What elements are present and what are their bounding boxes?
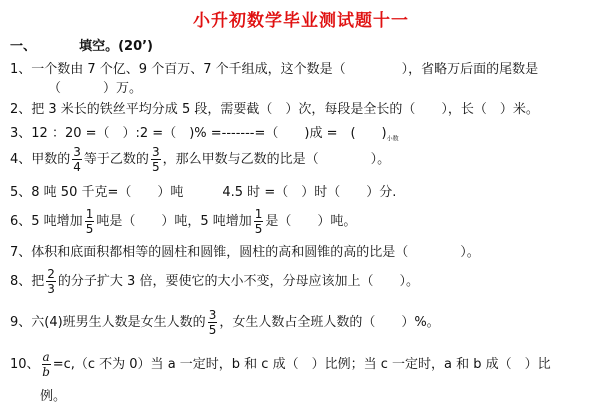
q10-fraction <box>42 351 51 378</box>
question-4 <box>10 145 390 175</box>
q6-f1-numerator: 1 <box>85 207 94 221</box>
q9-text-b: ，女生人数占全班人数的（ ）%。 <box>219 315 440 330</box>
q8-text-a: 8、把 <box>10 274 45 289</box>
page-title: 小升初数学毕业测试题十一 <box>193 11 409 31</box>
q4-text-a: 4、甲数的 <box>10 152 71 167</box>
question-8 <box>10 267 419 297</box>
q4-f2-numerator: 3 <box>151 145 160 159</box>
section-label: 填空。(20’) <box>79 39 153 54</box>
question-6 <box>10 207 356 237</box>
q10-text-b: =c,（c 不为 0）当 a 一定时，b 和 c 成（ ）比例；当 c 一定时，a 和 b 成（ ）比 <box>52 357 551 372</box>
q6-fraction-1 <box>85 208 95 235</box>
q1-text-c: （ <box>48 81 62 96</box>
question-10-cont: 例。 <box>40 389 67 404</box>
q4-text-c: ，那么甲数与乙数的比是（ ）。 <box>162 152 391 167</box>
q6-f2-denominator: 5 <box>254 222 263 236</box>
q6-fraction-2 <box>254 208 264 235</box>
q1-text-d: ）万。 <box>103 81 143 96</box>
q9-numerator: 3 <box>208 308 217 322</box>
section-heading <box>10 38 153 56</box>
question-1-cont <box>48 80 142 98</box>
q8-denominator: 3 <box>47 282 55 296</box>
q10-text-a: 10、 <box>10 357 40 372</box>
q4-fraction-1 <box>72 146 82 173</box>
q4-text-b: 等于乙数的 <box>83 152 149 167</box>
q9-denominator: 5 <box>208 323 217 337</box>
question-7: 7、体积和底面积都相等的圆柱和圆锥，圆柱的高和圆锥的高的比是（ ）。 <box>10 245 480 260</box>
q4-f2-denominator: 5 <box>151 160 160 174</box>
q6-text-a: 6、5 吨增加 <box>10 214 83 229</box>
question-1 <box>10 61 538 79</box>
question-10 <box>10 350 551 380</box>
q8-text-b: 的分子扩大 3 倍，要使它的大小不变，分母应该加上（ ）。 <box>57 274 419 289</box>
question-2: 2、把 3 米长的铁丝平均分成 5 段，需要截（ ）次，每段是全长的（ ），长（ ）米。 <box>10 102 539 117</box>
q4-fraction-2 <box>151 146 161 173</box>
q4-f1-denominator: 4 <box>73 160 81 174</box>
q1-text-a: 1、一个数由 7 个亿、9 个百万、7 个千组成，这个数是（ <box>10 62 346 77</box>
q8-numerator: 2 <box>47 267 55 281</box>
q10-denominator: b <box>42 365 50 379</box>
q9-text-a: 9、六(4)班男生人数是女生人数的 <box>10 315 206 330</box>
q10-numerator: a <box>42 350 50 364</box>
q6-text-c: 是（ ）吨。 <box>265 214 357 229</box>
question-5: 5、8 吨 50 千克=（ ）吨 4.5 时 =（ ）时（ ）分. <box>10 185 397 200</box>
q9-fraction <box>208 309 218 336</box>
q3-note: 小数 <box>386 135 399 143</box>
q4-f1-numerator: 3 <box>73 145 81 159</box>
q1-text-b: ），省略万后面的尾数是 <box>401 62 539 77</box>
question-9 <box>10 308 440 338</box>
section-number: 一、 <box>10 39 37 54</box>
q8-fraction <box>46 268 56 295</box>
q6-f1-denominator: 5 <box>85 222 94 236</box>
q6-f2-numerator: 1 <box>254 207 263 221</box>
q3-text: 3、12 ：20 =（ ）:2 =（ )% =-------=（ )成 = ( ) <box>10 126 387 141</box>
q6-text-b: 吨是（ ）吨，5 吨增加 <box>96 214 252 229</box>
